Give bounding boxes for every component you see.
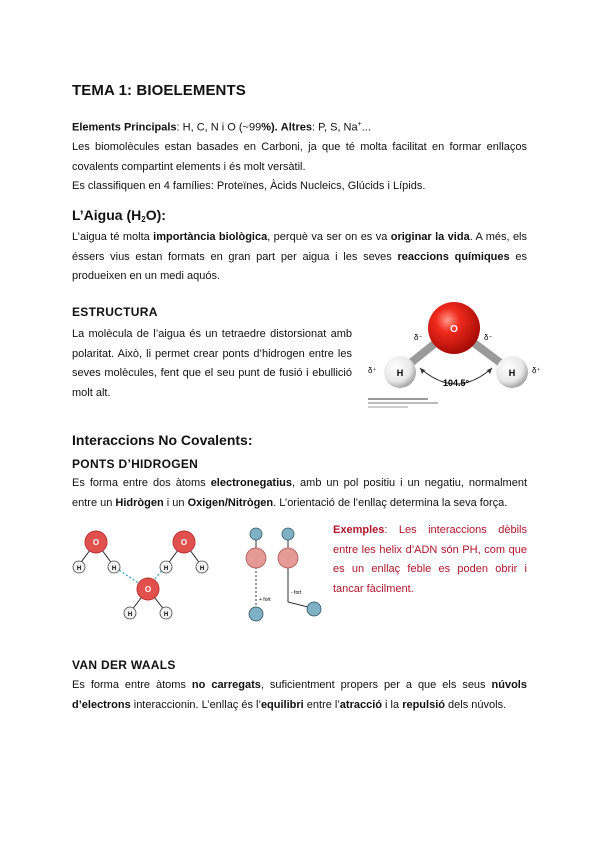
svg-text:H: H bbox=[76, 566, 82, 572]
estructura-paragraph: La molècula de l’aigua és un tetraedre distorsionat amb polaritat. Això, li permet crear ponts d’hidrogen entre les seves molècules, fent que el seu punt de fusió i ebullició molt alt. bbox=[72, 328, 352, 399]
oxygen-label: O bbox=[450, 324, 458, 335]
exemples-note: Exemples: Les interaccions dèbils entre les helix d’ADN són PH, com que es un enllaç feble es poden obrir i tancar fàcilment. bbox=[333, 524, 527, 595]
svg-text:H: H bbox=[163, 612, 169, 618]
delta-plus-right: δ⁺ bbox=[532, 366, 541, 375]
intro-families-text: Es classifiquen en 4 famílies: Proteïnes, Àcids Nucleics, Glúcids i Lípids. bbox=[72, 180, 426, 193]
svg-text:H: H bbox=[163, 566, 169, 572]
altres-label: Altres bbox=[280, 121, 312, 134]
svg-text:O: O bbox=[144, 585, 152, 594]
svg-text:H: H bbox=[127, 612, 133, 618]
delta-minus-right: δ⁻ bbox=[484, 333, 493, 342]
ponts-heading: PONTS D’HIDROGEN bbox=[72, 457, 199, 471]
vanderwaals-heading: VAN DER WAALS bbox=[72, 658, 176, 672]
svg-text:H: H bbox=[111, 566, 117, 572]
hydrogen-label-left: H bbox=[396, 368, 404, 378]
stronger-bond-label: + fort bbox=[259, 597, 271, 603]
hydrogen-label-right: H bbox=[508, 368, 516, 378]
page-title: TEMA 1: BIOELEMENTS bbox=[72, 82, 246, 99]
caption-line bbox=[368, 398, 428, 400]
delta-minus-left: δ⁻ bbox=[414, 333, 423, 342]
bond-strength-diagram bbox=[238, 522, 330, 627]
water-molecule-bottom bbox=[124, 578, 172, 619]
aigua-heading: L’Aigua $(H_2O)$: bbox=[72, 207, 166, 224]
water-molecule-diagram bbox=[362, 298, 547, 413]
water-molecule-top-right bbox=[160, 531, 208, 573]
svg-text:H: H bbox=[199, 566, 205, 572]
interaccions-heading: Interaccions No Covalents: bbox=[72, 432, 253, 448]
weaker-bond-label: - fort bbox=[291, 590, 302, 596]
ponts-paragraph: Es forma entre dos àtoms electronegatius, amb un pol positiu i un negatiu, normalment entre un Hidrògen i un Oxigen/Nitrògen. L’orientació de l’enllaç determina la seva força. bbox=[72, 477, 527, 509]
delta-plus-left: δ⁺ bbox=[368, 366, 377, 375]
water-molecule-top-left bbox=[73, 531, 120, 573]
intro-elements-line: Elements Principals: H, C, N i O (~99%). Altres: P, S, Na+... bbox=[72, 121, 371, 134]
intro-biomolecules-text: Les biomolècules estan basades en Carboni, ja que té molta facilitat en formar enllaços covalents compartint elements i és molt versàtil. bbox=[72, 141, 527, 173]
vanderwaals-paragraph: Es forma entre àtoms no carregats, suficientment propers per a que els seus núvols d’electrons interaccionin. L’enllaç és l’equilibri entre l’atracció i la repulsió dels núvols. bbox=[72, 679, 527, 711]
angle-label: 104.5° bbox=[442, 378, 470, 388]
aigua-paragraph: L’aigua té molta importància biològica, perquè va ser on es va originar la vida. A més, els éssers vius estan formats en gran part per aigua i les seves reaccions químiques es produeixen en un medi aquós. bbox=[72, 231, 528, 282]
svg-text:O: O bbox=[92, 538, 100, 547]
hydrogen-bond-network-diagram bbox=[66, 522, 226, 627]
principals-label: Elements Principals bbox=[72, 121, 177, 134]
intro-section bbox=[72, 115, 527, 197]
svg-text:O: O bbox=[180, 538, 188, 547]
estructura-heading: ESTRUCTURA bbox=[72, 305, 158, 319]
